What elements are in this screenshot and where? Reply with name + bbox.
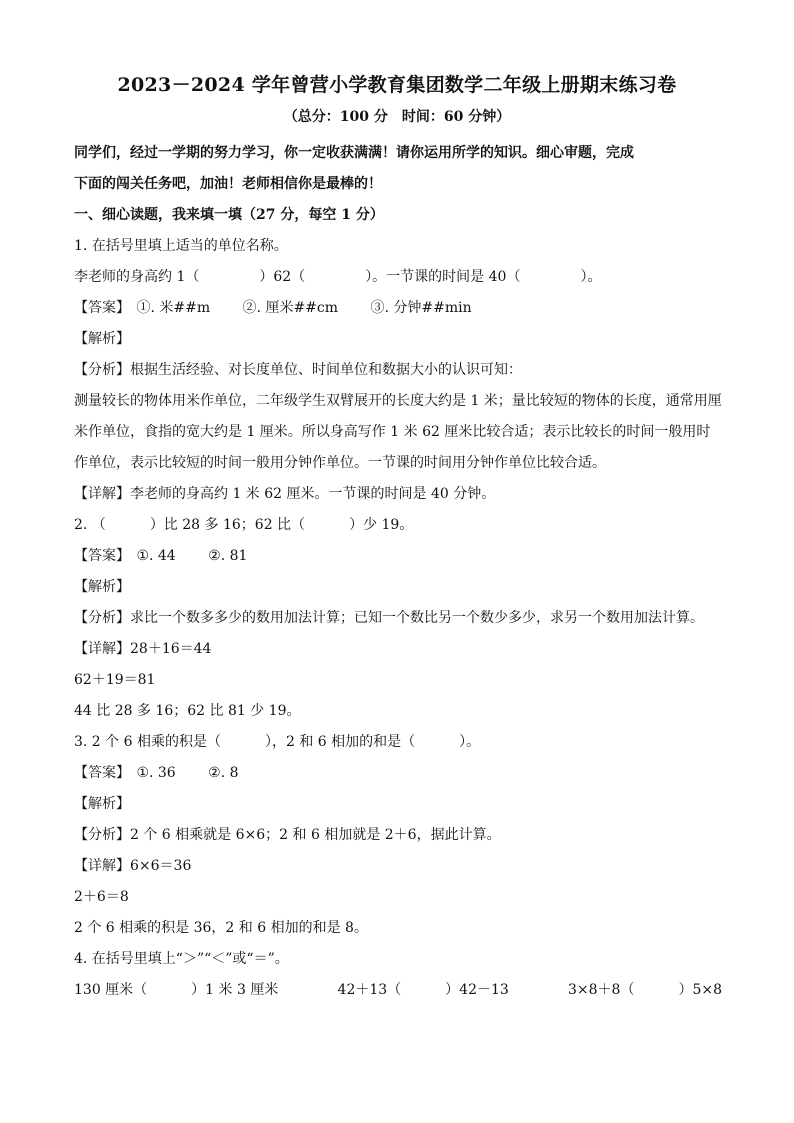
q4-stem: 4. 在括号里填上“＞”“＜”或“＝”。 <box>74 951 289 967</box>
answer-label: 【答案】 <box>74 548 130 564</box>
page-subtitle: （总分：100 分 时间：60 分钟） <box>283 109 511 125</box>
q3-answer <box>74 758 722 789</box>
q2-analysis: 【分析】求比一个数多多少的数用加法计算；已知一个数比另一个数少多少，求另一个数用加法计算。 <box>74 610 704 626</box>
q3-analysis-head: 【解析】 <box>74 796 130 812</box>
q2-line-2: 44 比 28 多 16；62 比 81 少 19。 <box>74 703 301 719</box>
section-heading: 一、细心读题，我来填一填（27 分，每空 1 分） <box>74 207 384 223</box>
answer-label: 【答案】 <box>74 765 130 781</box>
q3-answer-1: ①. 36 <box>136 765 176 781</box>
q3-question: 3. 2 个 6 相乘的积是（ ），2 和 6 相加的和是（ ）。 <box>74 734 481 750</box>
q1-analysis-body: 测量较长的物体用米作单位，二年级学生双臂展开的长度大约是 1 米；量比较短的物体的长度，通常用厘米作单位，食指的宽大约是 1 厘米。所以身高写作 1 米 62 厘米比较合适；表示比较长的时间一般用时作单位，表示比较短的时间一般用分钟作单位。一节课的时间用分钟作单位比较合适。 <box>74 393 722 471</box>
q4-item-1: 130 厘米（ ）1 米 3 厘米 <box>74 982 279 998</box>
q1-answer <box>74 293 722 324</box>
q2-answer-1: ①. 44 <box>136 548 176 564</box>
answer-label: 【答案】 <box>74 300 130 316</box>
q3-detail: 【详解】6×6＝36 <box>74 858 192 874</box>
q2-analysis-head: 【解析】 <box>74 579 130 595</box>
page-title: 2023－2024 学年曾营小学教育集团数学二年级上册期末练习卷 <box>117 74 677 96</box>
q1-answer-2: ②. 厘米##cm <box>242 300 339 316</box>
intro-line-1: 同学们，经过一学期的努力学习，你一定收获满满！请你运用所学的知识。细心审题，完成 <box>74 145 634 161</box>
q2-question: 2. （ ）比 28 多 16；62 比（ ）少 19。 <box>74 517 414 533</box>
q3-analysis: 【分析】2 个 6 相乘就是 6×6；2 和 6 相加就是 2＋6，据此计算。 <box>74 827 501 843</box>
q1-stem: 1. 在括号里填上适当的单位名称。 <box>74 238 288 254</box>
q2-answer <box>74 541 722 572</box>
q1-detail: 【详解】李老师的身高约 1 米 62 厘米。一节课的时间是 40 分钟。 <box>74 486 496 502</box>
q2-line-1: 62＋19＝81 <box>74 672 156 688</box>
q4-item-2: 42＋13（ ）42－13 <box>337 982 509 998</box>
q1-answer-3: ③. 分钟##min <box>370 300 472 316</box>
q4-item-3: 3×8＋8（ ）5×8 <box>568 982 722 998</box>
document-body <box>74 138 722 1006</box>
q3-line-1: 2＋6＝8 <box>74 889 129 905</box>
q3-answer-2: ②. 8 <box>208 765 239 781</box>
q3-line-2: 2 个 6 相乘的积是 36，2 和 6 相加的和是 8。 <box>74 920 368 936</box>
q1-analysis: 【分析】根据生活经验、对长度单位、时间单位和数据大小的认识可知： <box>74 362 522 378</box>
q1-question: 李老师的身高约 1（ ）62（ ）。一节课的时间是 40（ ）。 <box>74 269 602 285</box>
q1-analysis-head: 【解析】 <box>74 331 130 347</box>
q1-answer-1: ①. 米##m <box>136 300 211 316</box>
q2-answer-2: ②. 81 <box>208 548 248 564</box>
intro-line-2: 下面的闯关任务吧，加油！老师相信你是最棒的！ <box>74 176 382 192</box>
q2-detail: 【详解】28＋16＝44 <box>74 641 212 657</box>
q4-items <box>74 975 722 1006</box>
